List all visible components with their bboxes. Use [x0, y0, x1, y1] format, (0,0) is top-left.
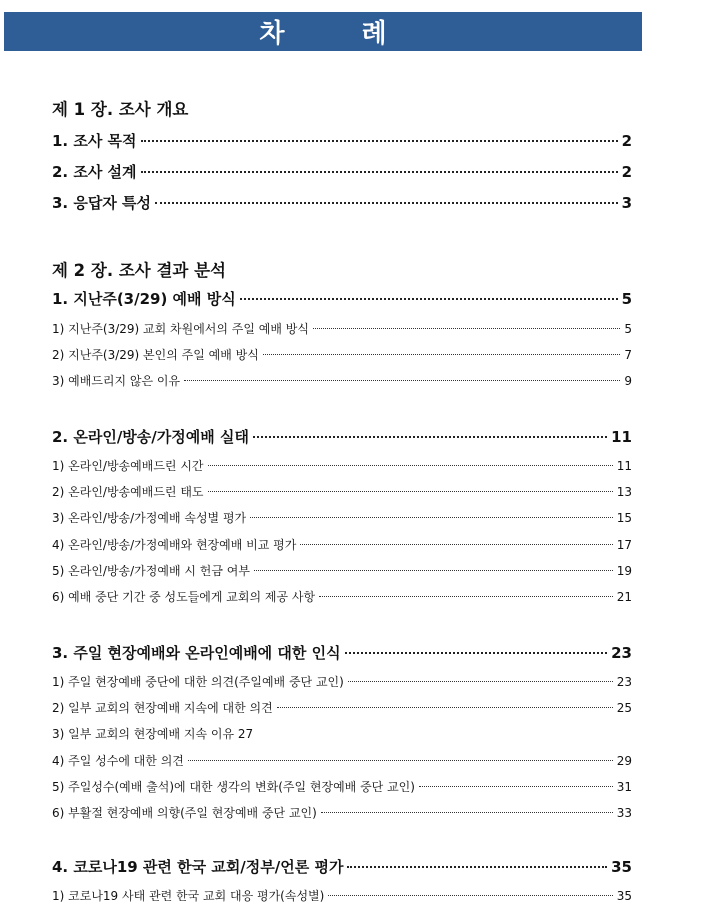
leader-dots: [141, 171, 618, 173]
entry-label: 2) 지난주(3/29) 본인의 주일 예배 방식: [52, 348, 259, 362]
toc-subentry[interactable]: [52, 372, 632, 389]
entry-label: 2) 온라인/방송예배드린 태도: [52, 485, 204, 499]
entry-label: 3) 예배드리지 않은 이유: [52, 374, 181, 388]
entry-page: 29: [616, 754, 632, 768]
leader-dots: [300, 544, 612, 545]
entry-page: 9: [624, 374, 632, 388]
toc-subentry[interactable]: [52, 699, 632, 716]
leader-dots: [321, 812, 613, 813]
toc-header-bar: [4, 12, 642, 51]
leader-dots: [208, 491, 613, 492]
entry-page: 13: [616, 485, 632, 499]
toc-subentry[interactable]: [52, 887, 632, 904]
toc-subentry[interactable]: [52, 483, 632, 500]
toc-entry[interactable]: [52, 642, 632, 663]
leader-dots: [250, 517, 613, 518]
leader-dots: [328, 895, 612, 896]
entry-label: 1. 조사 목적: [52, 132, 137, 150]
toc-subentry[interactable]: [52, 509, 632, 526]
entry-page: 23: [616, 675, 632, 689]
leader-dots: [184, 380, 620, 381]
entry-page: 21: [616, 590, 632, 604]
entry-label: 5) 주일성수(예배 출석)에 대한 생각의 변화(주일 현장예배 중단 교인): [52, 780, 415, 794]
entry-label: 5) 온라인/방송/가정예배 시 헌금 여부: [52, 564, 250, 578]
toc-subentry[interactable]: [52, 804, 632, 821]
toc-entry[interactable]: [52, 856, 632, 877]
entry-page: 19: [616, 564, 632, 578]
leader-dots: [208, 465, 613, 466]
entry-label: 1) 주일 현장예배 중단에 대한 의견(주일예배 중단 교인): [52, 675, 344, 689]
leader-dots: [347, 866, 607, 868]
chapter-1-title: 제 1 장. 조사 개요: [52, 100, 189, 119]
entry-label: 2) 일부 교회의 현장예배 지속에 대한 의견: [52, 701, 273, 715]
entry-page: 35: [611, 858, 632, 876]
toc-entry[interactable]: [52, 288, 632, 309]
entry-page: 31: [616, 780, 632, 794]
leader-dots: [419, 786, 613, 787]
entry-label: 3. 주일 현장예배와 온라인예배에 대한 인식: [52, 644, 341, 662]
entry-label: 1. 지난주(3/29) 예배 방식: [52, 290, 236, 308]
entry-page: 35: [616, 889, 632, 903]
leader-dots: [141, 140, 618, 142]
entry-label: 1) 지난주(3/29) 교회 차원에서의 주일 예배 방식: [52, 322, 309, 336]
leader-dots: [253, 436, 607, 438]
entry-label: 4) 온라인/방송/가정예배와 현장예배 비교 평가: [52, 538, 297, 552]
entry-page: 23: [611, 644, 632, 662]
toc-subentry[interactable]: [52, 725, 632, 742]
toc-subentry[interactable]: [52, 320, 632, 337]
entry-label: 3. 응답자 특성: [52, 194, 152, 212]
toc-subentry[interactable]: [52, 346, 632, 363]
toc-title: 차 례: [259, 19, 421, 49]
entry-page: 11: [616, 459, 632, 473]
toc-subentry[interactable]: [52, 536, 632, 553]
toc-subentry[interactable]: [52, 457, 632, 474]
leader-dots: [319, 596, 613, 597]
entry-label: 3) 온라인/방송/가정예배 속성별 평가: [52, 511, 247, 525]
toc-entry[interactable]: [52, 192, 632, 213]
toc-subentry[interactable]: [52, 562, 632, 579]
toc-subentry[interactable]: [52, 752, 632, 769]
entry-page: 3: [621, 194, 632, 212]
toc-entry[interactable]: [52, 130, 632, 151]
leader-dots: [155, 202, 618, 204]
entry-page: 11: [611, 428, 632, 446]
entry-page: 33: [616, 806, 632, 820]
entry-page: 15: [616, 511, 632, 525]
entry-label: 6) 예배 중단 기간 중 성도들에게 교회의 제공 사항: [52, 590, 316, 604]
leader-dots: [313, 328, 620, 329]
entry-label: 1) 코로나19 사태 관련 한국 교회 대응 평가(속성별): [52, 889, 325, 903]
leader-dots: [263, 354, 621, 355]
toc-subentry[interactable]: [52, 588, 632, 605]
entry-label: 1) 온라인/방송예배드린 시간: [52, 459, 204, 473]
toc-subentry[interactable]: [52, 778, 632, 795]
leader-dots: [345, 652, 608, 654]
entry-page: 2: [621, 132, 632, 150]
toc-entry[interactable]: [52, 426, 632, 447]
toc-entry[interactable]: [52, 161, 632, 182]
entry-page: 2: [621, 163, 632, 181]
entry-label: 2. 온라인/방송/가정예배 실태: [52, 428, 249, 446]
leader-dots: [348, 681, 613, 682]
leader-dots: [188, 760, 613, 761]
entry-label: 3) 일부 교회의 현장예배 지속 이유 27: [52, 727, 254, 741]
entry-page: 25: [616, 701, 632, 715]
leader-dots: [254, 570, 613, 571]
entry-label: 4. 코로나19 관련 한국 교회/정부/언론 평가: [52, 858, 344, 876]
chapter-2-title: 제 2 장. 조사 결과 분석: [52, 261, 226, 280]
entry-label: 4) 주일 성수에 대한 의견: [52, 754, 184, 768]
leader-dots: [277, 707, 613, 708]
entry-label: 6) 부활절 현장예배 의향(주일 현장예배 중단 교인): [52, 806, 317, 820]
entry-page: 17: [616, 538, 632, 552]
toc-subentry[interactable]: [52, 673, 632, 690]
entry-page: 7: [624, 348, 632, 362]
entry-page: 5: [621, 290, 632, 308]
leader-dots: [240, 298, 618, 300]
entry-page: 5: [624, 322, 632, 336]
entry-label: 2. 조사 설계: [52, 163, 137, 181]
